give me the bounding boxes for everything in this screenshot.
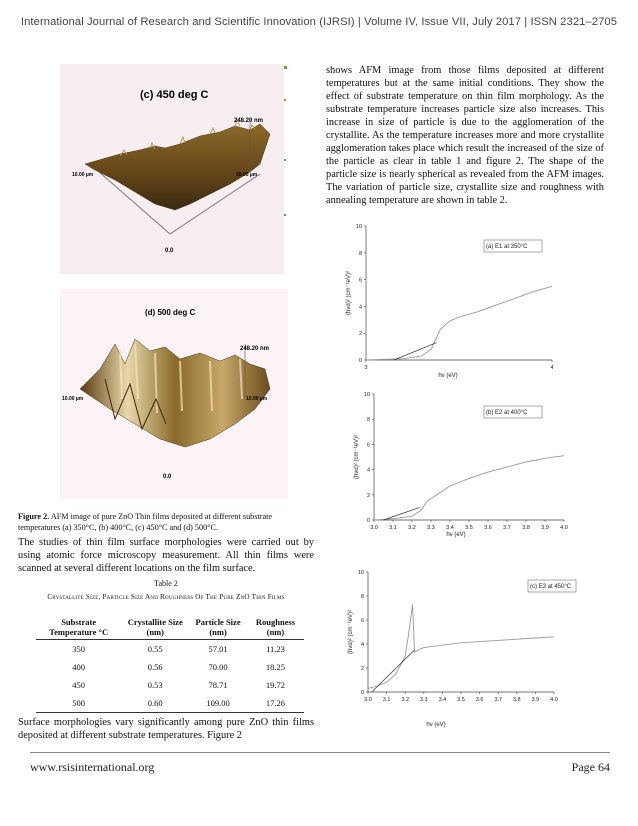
y-axis-label: (hνα)² (cm⁻¹eV)² bbox=[346, 271, 352, 315]
table-header: Substrate Temperature °C bbox=[36, 615, 121, 640]
afm-y-label: 10.00 µm bbox=[236, 172, 258, 178]
y-tick-label: 6 bbox=[358, 277, 362, 284]
x-tick-label: 3.3 bbox=[419, 697, 428, 703]
x-tick-label: 3.2 bbox=[401, 697, 410, 703]
table-cell: 0.56 bbox=[147, 662, 163, 672]
table-cell: 500 bbox=[36, 694, 121, 713]
y-tick-label: 6 bbox=[360, 618, 364, 624]
x-tick-label: 3.1 bbox=[389, 525, 397, 531]
tauc-plot-350 bbox=[338, 212, 578, 384]
x-axis-label: hν (eV) bbox=[446, 532, 466, 538]
afm-y-label: 10.00 µm bbox=[246, 396, 268, 402]
table-row bbox=[36, 694, 304, 713]
page-number: Page 64 bbox=[571, 760, 610, 774]
afm-image-450 bbox=[60, 64, 288, 274]
y-tick-label: 10 bbox=[355, 224, 362, 230]
x-tick-label: 3 bbox=[364, 365, 368, 371]
x-tick-label: 3.9 bbox=[531, 697, 540, 703]
fit-line bbox=[384, 507, 420, 520]
x-tick-label: 3.6 bbox=[475, 697, 484, 703]
afm-title-500: (d) 500 deg C bbox=[145, 308, 196, 317]
afm-x-label: 10.00 µm bbox=[72, 172, 94, 178]
table-row bbox=[36, 658, 304, 676]
afm-height-label: 248.20 nm bbox=[234, 118, 264, 124]
tauc-plot-450 bbox=[328, 564, 580, 734]
table-cell: 11.23 bbox=[266, 644, 285, 654]
x-axis-label: hν (eV) bbox=[438, 373, 458, 379]
afm-height-label: 248.20 nm bbox=[240, 346, 270, 352]
x-tick-label: 3.6 bbox=[484, 525, 492, 531]
x-tick-label: 3.2 bbox=[408, 525, 416, 531]
right-paragraph: shows AFM image from those films deposited at different temperatures but at the same initial conditions. They show the effect of substrate temperature on thin film morphology. As the substrate temperature increases particle size also increases. This increase in size of particle is due to the agglomeration of the crystallite. As the temperature increases more and more crystallite agglomeration takes place which result the increased of the size of the particle as clear in table 1 and figure 2. The shape of the particle size is nearly spherical as revealed from the AFM images. The variation of particle size, crystallite size and roughness with annealing temperature are shown in table 2. bbox=[326, 65, 604, 206]
x-tick-label: 4.0 bbox=[560, 525, 568, 531]
x-tick-label: 4 bbox=[550, 365, 554, 371]
y-axis-label: (hνα)² (cm⁻¹eV)² bbox=[354, 435, 360, 479]
x-tick-label: 3.5 bbox=[465, 525, 473, 531]
x-tick-label: 3.3 bbox=[427, 525, 435, 531]
fit-line bbox=[372, 650, 415, 692]
table-header: Particle Size (nm) bbox=[189, 615, 247, 640]
left-paragraph-2: Surface morphologies vary significantly among pure ZnO thin films deposited at different substrate temperatures. Figure 2 bbox=[18, 717, 314, 741]
table-cell: 18.25 bbox=[265, 662, 286, 672]
table-title: Crystallite Size, Particle Size And Roughness Of The Pure ZnO Thin Films bbox=[47, 593, 285, 601]
tauc-plot-400 bbox=[338, 386, 578, 542]
y-tick-label: 4 bbox=[360, 642, 364, 648]
table-row bbox=[36, 676, 304, 694]
legend-label: (b) E2 at 400°C bbox=[486, 410, 528, 416]
table-cell: 78.71 bbox=[208, 680, 228, 690]
x-tick-label: 3.5 bbox=[457, 697, 465, 703]
table-cell: 109.00 bbox=[189, 694, 247, 713]
x-tick-label: 3.8 bbox=[522, 525, 530, 531]
x-axis-label: hν (eV) bbox=[426, 722, 446, 728]
table-row bbox=[36, 640, 304, 659]
table-cell: 70.00 bbox=[208, 662, 228, 672]
figure-caption bbox=[18, 511, 314, 533]
y-tick-label: 8 bbox=[360, 594, 364, 600]
y-tick-label: 6 bbox=[366, 442, 370, 449]
series-line bbox=[368, 604, 554, 688]
series-line bbox=[366, 286, 552, 360]
y-tick-label: 0 bbox=[360, 690, 364, 696]
y-axis-label: (hνα)² (cm⁻¹eV)² bbox=[348, 610, 354, 654]
table-cell: 0.60 bbox=[121, 694, 189, 713]
table-header-row bbox=[36, 615, 304, 640]
y-tick-label: 0 bbox=[366, 518, 370, 524]
y-tick-label: 10 bbox=[357, 570, 364, 576]
table-cell: 450 bbox=[72, 680, 86, 690]
table-label: Table 2 bbox=[154, 579, 178, 588]
left-paragraph-1: The studies of thin film surface morphologies were carried out by using atomic force microscopy measurement. All thin films were scanned at several different locations on the film surface. bbox=[18, 537, 314, 574]
x-tick-label: 3.8 bbox=[512, 697, 521, 703]
y-tick-label: 2 bbox=[366, 492, 370, 499]
table-header: Roughness (nm) bbox=[247, 615, 304, 640]
x-tick-label: 3.1 bbox=[382, 697, 391, 703]
data-table bbox=[36, 615, 304, 713]
afm-surface-500 bbox=[60, 289, 288, 499]
x-tick-label: 3.4 bbox=[446, 525, 454, 531]
table-header: Crystallite Size (nm) bbox=[121, 615, 189, 640]
table-cell: 19.72 bbox=[265, 680, 286, 690]
table-cell: 57.01 bbox=[208, 644, 228, 654]
x-tick-label: 4.0 bbox=[550, 697, 558, 703]
x-tick-label: 3.9 bbox=[541, 525, 549, 531]
afm-image-500 bbox=[60, 289, 288, 499]
footer-url: www.rsisinternational.org bbox=[30, 760, 155, 774]
footer-rule bbox=[30, 752, 610, 753]
y-tick-label: 10 bbox=[363, 392, 370, 398]
afm-z-label: 0.0 bbox=[163, 474, 172, 480]
afm-z-label: 0.0 bbox=[165, 248, 174, 254]
y-tick-label: 4 bbox=[358, 304, 362, 311]
afm-surface-450 bbox=[60, 64, 288, 274]
series-line bbox=[374, 456, 564, 520]
table-cell: 0.55 bbox=[147, 644, 163, 654]
y-tick-label: 2 bbox=[360, 666, 364, 672]
caption-lead: Figure 2. bbox=[18, 512, 50, 521]
y-tick-label: 8 bbox=[366, 417, 370, 424]
y-tick-label: 2 bbox=[358, 331, 362, 338]
y-tick-label: 0 bbox=[358, 358, 362, 364]
afm-title-450: (c) 450 deg C bbox=[140, 89, 209, 101]
x-tick-label: 3.7 bbox=[503, 525, 511, 531]
table-cell: 350 bbox=[72, 644, 86, 654]
y-tick-label: 4 bbox=[366, 467, 370, 474]
caption-text: AFM image of pure ZnO Thin films deposited at different substrate temperatures (a) 350°C, (b) 400°C, (c) 450°C and (d) 500°C. bbox=[18, 512, 272, 532]
table-cell: 17.26 bbox=[247, 694, 304, 713]
afm-x-label: 10.00 µm bbox=[62, 396, 84, 402]
x-tick-label: 3.0 bbox=[364, 697, 372, 703]
x-tick-label: 3.4 bbox=[438, 697, 447, 703]
y-tick-label: 8 bbox=[358, 250, 362, 257]
legend-label: (c) E3 at 450°C bbox=[530, 584, 572, 590]
legend-label: (a) E1 at 350°C bbox=[486, 244, 528, 250]
table-cell: 400 bbox=[72, 662, 86, 672]
running-head: International Journal of Research and Scientific Innovation (IJRSI) | Volume IV, Issue VII, July 2017 | ISSN 2321–2705 bbox=[20, 16, 618, 28]
x-tick-label: 3.7 bbox=[494, 697, 503, 703]
x-tick-label: 3.0 bbox=[370, 525, 378, 531]
table-cell: 0.53 bbox=[147, 680, 163, 690]
